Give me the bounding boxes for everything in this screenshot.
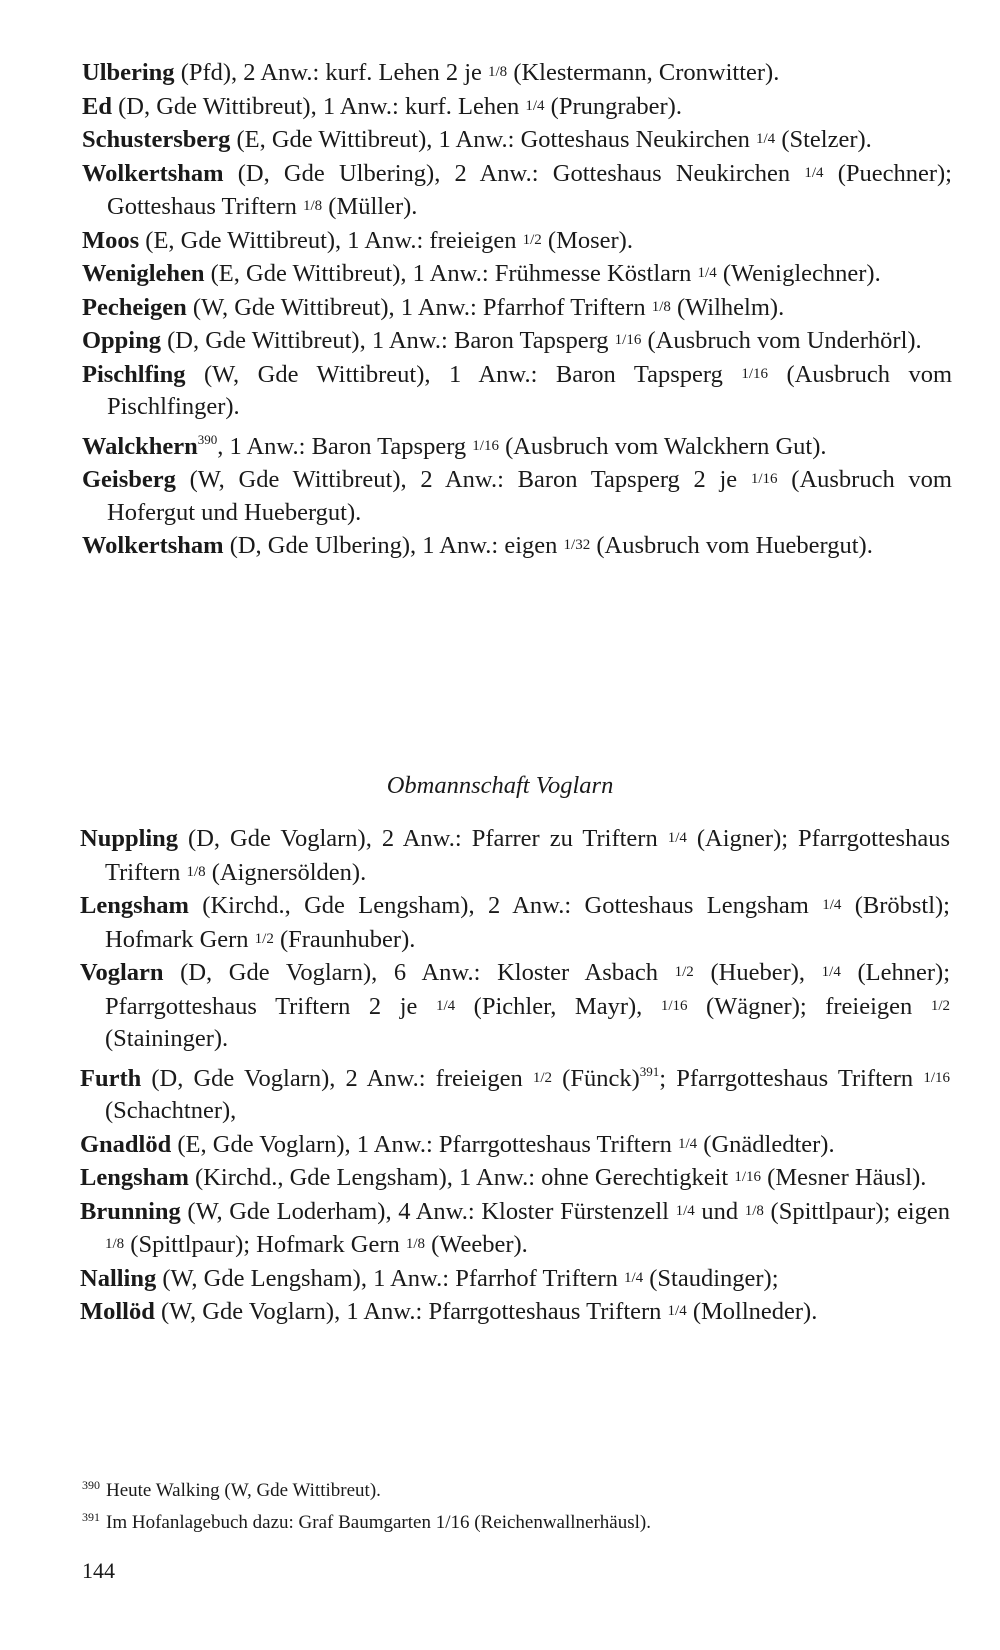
entry: Wolkertsham (D, Gde Ulbering), 2 Anw.: Gotteshaus Neukirchen 1/4 (Puechner); Gotteshaus Triftern 1/8 (Müller). (82, 159, 952, 220)
footnote (82, 1472, 952, 1504)
entry: Lengsham (Kirchd., Gde Lengsham), 1 Anw.: ohne Gerechtigkeit 1/16 (Mesner Häusl). (80, 1164, 927, 1191)
footnote-text: Im Hofanlagebuch dazu: Graf Baumgarten 1/16 (Reichenwallnerhäusl). (106, 1512, 651, 1533)
footnote-number: 390 (82, 1478, 100, 1492)
footnotes (82, 1472, 952, 1536)
section-heading: Obmannschaft Voglarn (386, 772, 614, 799)
entry: Mollöd (W, Gde Voglarn), 1 Anw.: Pfarrgotteshaus Triftern 1/4 (Mollneder). (80, 1298, 818, 1325)
footnote-text: Heute Walking (W, Gde Wittibreut). (106, 1480, 381, 1501)
entry: Ed (D, Gde Wittibreut), 1 Anw.: kurf. Lehen 1/4 (Prungraber). (82, 92, 682, 120)
entry: Moos (E, Gde Wittibreut), 1 Anw.: freieigen 1/2 (Moser). (82, 226, 633, 254)
entry: Voglarn (D, Gde Voglarn), 6 Anw.: Kloster Asbach 1/2 (Hueber), 1/4 (Lehner); Pfarrgotteshaus Triftern 2 je 1/4 (Pichler, Mayr), 1/16 (Wägner); freieigen 1/2 (Staininger). (80, 959, 950, 1052)
entry: Walckhern$^{390}$, 1 Anw.: Baron Tapsperg 1/16 (Ausbruch vom Walckhern Gut). (82, 431, 827, 460)
entry: Schustersberg (E, Gde Wittibreut), 1 Anw.: Gotteshaus Neukirchen 1/4 (Stelzer). (82, 126, 872, 153)
entry: Pecheigen (W, Gde Wittibreut), 1 Anw.: Pfarrhof Triftern 1/8 (Wilhelm). (82, 293, 785, 321)
entry-list-part1 (82, 56, 952, 563)
footnote (82, 1504, 952, 1536)
entry: Nuppling (D, Gde Voglarn), 2 Anw.: Pfarrer zu Triftern 1/4 (Aigner); Pfarrgotteshaus Triftern 1/8 (Aignersölden). (80, 825, 950, 886)
entry: Brunning (W, Gde Loderham), 4 Anw.: Kloster Fürstenzell 1/4 und 1/8 (Spittlpaur); eigen 1/8 (Spittlpaur); Hofmark Gern 1/8 (Weeber). (80, 1197, 950, 1258)
page-number: 144 (82, 1558, 115, 1583)
entry: Lengsham (Kirchd., Gde Lengsham), 2 Anw.: Gotteshaus Lengsham 1/4 (Bröbstl); Hofmark Gern 1/2 (Fraunhuber). (80, 892, 950, 953)
entry: Nalling (W, Gde Lengsham), 1 Anw.: Pfarrhof Triftern 1/4 (Staudinger); (80, 1264, 779, 1292)
entry-list-part2 (80, 822, 950, 1329)
entry: Ulbering (Pfd), 2 Anw.: kurf. Lehen 2 je 1/8 (Klestermann, Cronwitter). (82, 59, 780, 86)
entry: Opping (D, Gde Wittibreut), 1 Anw.: Baron Tapsperg 1/16 (Ausbruch vom Underhörl). (82, 327, 922, 354)
entry: Gnadlöd (E, Gde Voglarn), 1 Anw.: Pfarrgotteshaus Triftern 1/4 (Gnädledter). (80, 1130, 835, 1158)
entry: Geisberg (W, Gde Wittibreut), 2 Anw.: Baron Tapsperg 2 je 1/16 (Ausbruch vom Hofergut und Huebergut). (82, 466, 952, 526)
entry: Pischlfing (W, Gde Wittibreut), 1 Anw.: Baron Tapsperg 1/16 (Ausbruch vom Pischlfinger). (82, 360, 952, 420)
footnote-number: 391 (82, 1510, 100, 1524)
entry: Furth (D, Gde Voglarn), 2 Anw.: freieigen 1/2 (Fünck)$^{391}$; Pfarrgotteshaus Triftern 1/16 (Schachtner), (80, 1063, 950, 1124)
entry: Weniglehen (E, Gde Wittibreut), 1 Anw.: Frühmesse Köstlarn 1/4 (Weniglechner). (82, 260, 881, 287)
entry: Wolkertsham (D, Gde Ulbering), 1 Anw.: eigen 1/32 (Ausbruch vom Huebergut). (82, 532, 873, 559)
